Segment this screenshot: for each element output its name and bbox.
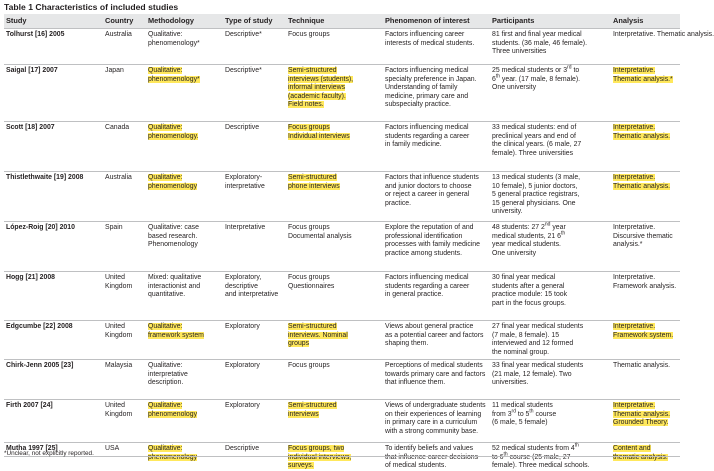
technique-line: interviews (students), [288,75,354,83]
methodology-line: Qualitative: case [148,224,199,231]
type-line: interpretative [225,182,265,190]
phenomenon-line: Views of undergraduate students [385,402,486,409]
analysis-line: Interpretative. [613,402,656,409]
analysis-line: Interpretative. [613,224,656,231]
cell-type [225,224,265,233]
phenomenon-line: or reject a career in general [385,191,470,199]
participants-line: (21 male, 12 female). Two [492,370,572,378]
phenomenon-line: towards primary care and factors [385,370,486,378]
cell-phenomenon [385,31,474,48]
cell-participants [492,323,583,357]
type-line: descriptive [225,282,258,290]
participants-line: One university [492,249,537,257]
cell-analysis [613,274,676,291]
country-line: Japan [105,67,124,74]
analysis-line: Thematic analysis. [613,362,671,369]
phenomenon-line: on their experiences of learning [385,410,482,418]
methodology-line: based research. [148,232,198,240]
header-country: Country [105,16,134,25]
cell-participants [492,64,581,93]
country-line: United [105,323,125,330]
type-line: Descriptive* [225,67,262,74]
participants-line: One university [492,84,537,92]
cell-methodology [148,445,197,462]
technique-line: Focus groups, two [288,445,345,452]
phenomenon-line: Factors influencing medical [385,124,469,131]
cell-phenomenon [385,174,479,208]
phenomenon-line: in primary care in a curriculum [385,419,478,427]
type-line: Exploratory, [225,274,262,281]
participants-line: 52 medical students from 4th [492,442,579,452]
table-row [4,442,680,470]
participants-line: 33 final year medical students [492,362,584,369]
cell-analysis [613,31,714,40]
type-line: Exploratory- [225,174,263,181]
cell-analysis [613,362,670,371]
cell-participants [492,402,556,428]
phenomenon-line: students regarding a career [385,282,470,290]
header-analysis: Analysis [613,16,644,25]
country-line: Kingdom [105,331,133,339]
cell-technique [288,402,337,419]
cell-methodology [148,323,204,340]
cell-analysis [613,224,673,250]
technique-line: Field notes. [288,101,324,109]
cell-technique [288,174,340,191]
analysis-line: Interpretative. [613,174,656,181]
cell-study: Firth 2007 [24] [6,402,53,409]
cell-country [105,274,132,291]
phenomenon-line: shaping them. [385,340,429,348]
participants-line: universities. [492,379,529,387]
type-line: Exploratory [225,362,260,369]
technique-line: Semi-structured [288,67,337,74]
methodology-line: phenomenology [148,410,198,418]
cell-type [225,124,259,133]
phenomenon-line: that influence them. [385,379,446,387]
analysis-line: Interpretative. [613,274,656,281]
participants-line: female). Three medical schools. [492,462,590,470]
technique-line: groups [288,340,310,348]
cell-phenomenon [385,124,469,150]
cell-study: Mutha 1997 [25] [6,445,58,452]
cell-methodology [148,124,198,141]
phenomenon-line: practice among students. [385,249,462,257]
participants-line: university. [492,208,523,216]
country-line: Kingdom [105,282,133,290]
cell-phenomenon [385,362,485,388]
phenomenon-line: Factors that influence students [385,174,479,181]
technique-line: Semi-structured [288,323,337,330]
cell-type [225,362,260,371]
technique-line: Documental analysis [288,232,352,240]
participants-line: 15 general physicians. One [492,199,576,207]
cell-analysis [613,124,670,141]
cell-country [105,67,124,76]
cell-analysis [613,174,670,191]
cell-study: Saigal [17] 2007 [6,67,58,74]
participants-line: students. (36 male, 46 female). [492,39,587,47]
cell-type [225,445,259,454]
cell-technique [288,124,350,141]
cell-methodology [148,67,200,84]
technique-line: individual interviews, [288,453,352,461]
header-phenomenon: Phenomenon of interest [385,16,470,25]
table-row [4,171,680,222]
table-row [4,221,680,272]
analysis-line: thematic analysis. [613,453,668,461]
phenomenon-line: medicine, primary care and [385,92,469,100]
table-row [4,320,680,360]
cell-country [105,323,132,340]
participants-line: Three universities [492,48,547,56]
type-line: Descriptive [225,124,260,131]
cell-methodology [148,362,188,388]
type-line: and interpretative [225,291,279,299]
cell-technique [288,224,352,241]
technique-line: Questionnaires [288,282,335,290]
table-row [4,28,714,65]
phenomenon-line: Explore the reputation of and [385,224,474,231]
country-line: Canada [105,124,130,131]
phenomenon-line: Factors influencing career [385,31,465,38]
methodology-line: Qualitative: [148,445,183,452]
phenomenon-line: that influence career decisions [385,453,479,461]
participants-line: 10 female), 5 junior doctors, [492,182,578,190]
country-line: Kingdom [105,410,133,418]
participants-line: year medical students. [492,241,561,249]
cell-technique [288,445,351,471]
analysis-line: Framework analysis. [613,282,677,290]
country-line: United [105,274,125,281]
cell-study: López-Roig [20] 2010 [6,224,75,231]
methodology-line: Qualitative: [148,124,183,131]
participants-line: the clinical years. (6 male, 27 [492,141,582,149]
participants-line: 11 medical students [492,402,553,409]
cell-study: Scott [18] 2007 [6,124,55,131]
cell-participants [492,362,583,388]
participants-line: interviewed and 12 formed [492,340,574,348]
technique-line: Focus groups [288,362,330,369]
methodology-line: Qualitative: [148,323,183,330]
cell-participants [492,124,581,158]
methodology-line: Qualitative: [148,31,183,38]
analysis-line: analysis.* [613,241,643,249]
cell-study: Tolhurst [16] 2005 [6,31,65,38]
cell-country [105,445,119,454]
cell-country [105,174,132,183]
participants-line: (7 male, 8 female). 15 [492,331,560,339]
technique-line: Semi-structured [288,402,337,409]
participants-line: medical students, 21 6th [492,230,566,240]
participants-line: students after a general [492,282,565,290]
cell-country [105,124,129,133]
methodology-line: phenomenology* [148,75,200,83]
cell-technique [288,274,334,291]
phenomenon-line: in general practice. [385,291,444,299]
methodology-line: Mixed: qualitative [148,274,202,281]
analysis-line: Interpretative. [613,124,656,131]
participants-line: to 6th course (25 male, 27 [492,451,571,461]
methodology-line: phenomenology* [148,39,200,47]
technique-line: Semi-structured [288,174,337,181]
methodology-line: Qualitative: [148,402,183,409]
cell-type [225,31,262,40]
cell-type [225,174,265,191]
participants-line: preclinical years and end of [492,132,576,140]
cell-analysis [613,445,668,462]
phenomenon-line: students regarding a career [385,132,470,140]
technique-line: informal interviews [288,84,346,92]
cell-type [225,402,260,411]
country-line: Malaysia [105,362,133,369]
type-line: Exploratory [225,323,260,330]
cell-country [105,362,132,371]
analysis-line: Grounded Theory. [613,419,669,427]
technique-line: interviews. Nominal [288,331,348,339]
methodology-line: Qualitative: [148,67,183,74]
cell-country [105,402,132,419]
cell-participants [492,442,590,471]
country-line: USA [105,445,120,452]
header-type: Type of study [225,16,273,25]
cell-participants [492,31,587,57]
cell-participants [492,221,566,258]
analysis-line: Interpretative. [613,67,656,74]
type-line: Descriptive* [225,31,262,38]
technique-line: Focus groups [288,124,330,131]
cell-country [105,224,123,233]
cell-phenomenon [385,274,469,300]
cell-technique [288,323,348,349]
cell-phenomenon [385,323,483,349]
participants-line: female). Three universities [492,149,574,157]
phenomenon-line: To identify beliefs and values [385,445,474,452]
methodology-line: Phenomenology [148,241,198,249]
methodology-line: phenomenology. [148,132,199,140]
cell-methodology [148,274,201,300]
cell-technique [288,67,353,110]
cell-phenomenon [385,67,477,110]
table-row [4,121,680,172]
header-methodology: Methodology [148,16,194,25]
participants-line: from 3rd to 5th course [492,408,557,418]
methodology-line: Qualitative: [148,362,183,369]
participants-line: 5 general practice registrars, [492,191,580,199]
participants-line: practice module: 15 took [492,291,568,299]
technique-line: Focus groups [288,224,330,231]
phenomenon-line: and junior doctors to choose [385,182,472,190]
methodology-line: interpretative [148,370,188,378]
cell-study: Edgcumbe [22] 2008 [6,323,73,330]
methodology-line: quantitative. [148,291,186,299]
cell-country [105,31,132,40]
phenomenon-line: as a potential career and factors [385,331,484,339]
header-study: Study [6,16,27,25]
phenomenon-line: specialty preference in Japan. [385,75,477,83]
technique-line: phone interviews [288,182,340,190]
participants-line: 27 final year medical students [492,323,584,330]
cell-technique [288,362,330,371]
header-participants: Participants [492,16,535,25]
analysis-line: Thematic analysis. [613,410,671,418]
table-title: Table 1 Characteristics of included studies [4,2,179,12]
participants-line: the nominal group. [492,348,550,356]
technique-line: Focus groups [288,31,330,38]
analysis-line: Framework system. [613,331,674,339]
cell-study: Hogg [21] 2008 [6,274,56,281]
analysis-line: Interpretative. [613,323,656,330]
country-line: Spain [105,224,123,231]
cell-study: Thistlethwaite [19] 2008 [6,174,84,181]
type-line: Descriptive [225,445,260,452]
participants-line: 81 first and final year medical [492,31,582,38]
phenomenon-line: Factors influencing medical [385,274,469,281]
phenomenon-line: Perceptions of medical students [385,362,483,369]
analysis-line: Thematic analysis. [613,132,671,140]
technique-line: Individual interviews [288,132,350,140]
participants-line: 48 students: 27 2nd year [492,221,566,231]
participants-line: (6 male, 5 female) [492,419,548,427]
methodology-line: framework system [148,331,204,339]
cell-phenomenon [385,402,486,436]
table-header [4,14,680,28]
analysis-line: Thematic analysis. [613,182,671,190]
cell-analysis [613,323,673,340]
phenomenon-line: Views about general practice [385,323,474,330]
methodology-line: Qualitative: [148,174,183,181]
cell-phenomenon [385,224,480,258]
cell-type [225,323,260,332]
phenomenon-line: subspecialty practice. [385,101,451,109]
phenomenon-line: with a strong community base. [385,427,479,435]
table-bottom-rule [4,456,680,457]
cell-methodology [148,31,200,48]
methodology-line: description. [148,379,184,387]
table-row [4,359,680,400]
phenomenon-line: Factors influencing medical [385,67,469,74]
type-line: Interpretative [225,224,266,231]
cell-methodology [148,402,197,419]
technique-line: Focus groups [288,274,330,281]
country-line: Australia [105,31,132,38]
table-row [4,399,680,443]
technique-line: (academic faculty). [288,92,346,100]
cell-type [225,274,278,300]
methodology-line: interactionist and [148,282,201,290]
participants-line: part in the focus groups. [492,299,566,307]
cell-analysis [613,67,673,84]
methodology-line: phenomenology [148,182,198,190]
type-line: Exploratory [225,402,260,409]
phenomenon-line: processes with family medicine [385,241,480,249]
methodology-line: phenomenology [148,453,198,461]
phenomenon-line: professional identification [385,232,463,240]
cell-participants [492,174,580,217]
table-row [4,64,680,122]
analysis-line: Interpretative. Thematic analysis. [613,31,714,38]
analysis-line: Content and [613,445,651,452]
technique-line: interviews [288,410,319,418]
cell-type [225,67,262,76]
technique-line: surveys. [288,462,314,470]
analysis-line: Discursive thematic [613,232,673,240]
footnote: *Unclear, not explicitly reported. [4,450,94,457]
cell-methodology [148,224,199,250]
cell-methodology [148,174,197,191]
cell-participants [492,274,567,308]
cell-phenomenon [385,445,478,471]
participants-line: 25 medical students or 3rd to [492,64,580,74]
phenomenon-line: practice. [385,199,412,207]
participants-line: 33 medical students: end of [492,124,577,131]
analysis-line: Thematic analysis.* [613,75,673,83]
participants-line: 13 medical students (3 male, [492,174,581,181]
country-line: United [105,402,125,409]
phenomenon-line: interests of medical students. [385,39,475,47]
cell-analysis [613,402,670,428]
cell-study: Chirk-Jenn 2005 [23] [6,362,74,369]
participants-line: 30 final year medical [492,274,556,281]
table-row [4,271,680,321]
phenomenon-line: in family medicine. [385,141,442,149]
header-technique: Technique [288,16,325,25]
phenomenon-line: Understanding of family [385,84,458,92]
cell-technique [288,31,330,40]
country-line: Australia [105,174,132,181]
phenomenon-line: of medical students. [385,462,447,470]
participants-line: 6th year. (17 male, 8 female). [492,73,581,83]
